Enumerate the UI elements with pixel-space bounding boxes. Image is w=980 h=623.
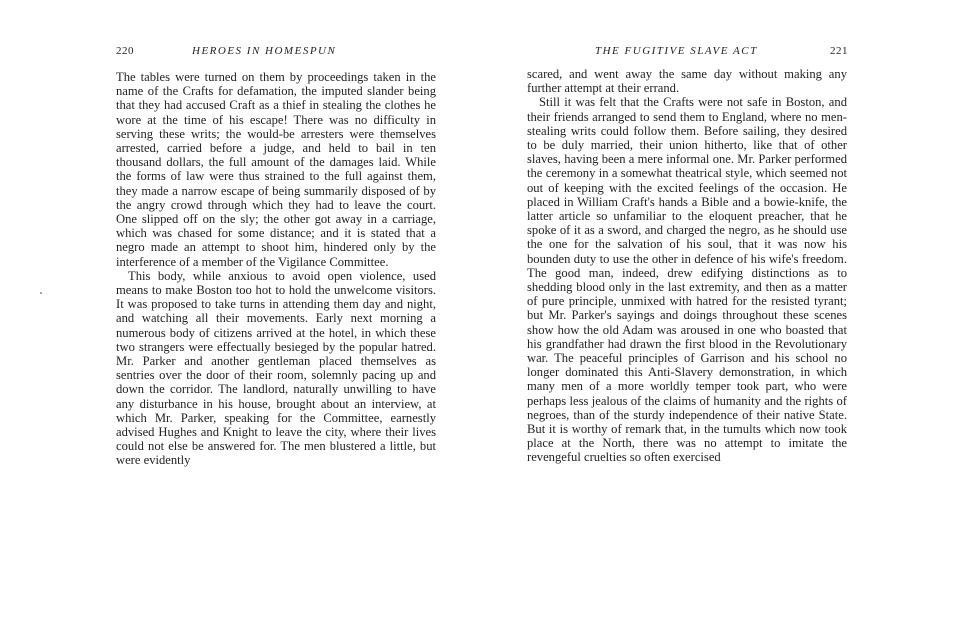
print-speck <box>40 292 42 294</box>
page-number: 220 <box>116 45 134 57</box>
right-page <box>490 0 980 623</box>
paragraph: This body, while anxious to avoid open violence, used means to make Boston too hot to hold the unwelcome visitors. It was proposed to take turns in attending them day and night, and watching all their movements. Early next morning a numerous body of citizens arrived at the hotel, in which these two strangers were effectually besieged by the popular hatred. Mr. Parker and another gentleman placed themselves as sentries over the door of their room, solemnly pacing up and down the corridor. The landlord, naturally unwilling to have any disturbance in his house, brought about an interview, at which Mr. Parker, speaking for the Committee, earnestly advised Hughes and Knight to leave the city, where their lives could not else be answered for. The men blustered a little, but were evidently <box>116 268 436 468</box>
paragraph: The tables were turned on them by proceedings taken in the name of the Crafts for defamation, the imputed slander being that they had accused Craft as a thief in stealing the clothes he wore at the time of his escape! There was no difficulty in serving these writs; the would-be arresters were themselves arrested, carried before a judge, and held to bail in ten thousand dollars, the full amount of the damages laid. While the forms of law were thus strained to the full against them, they made a narrow escape of being summarily disposed of by the angry crowd through which they had to leave the court. One slipped off on the sly; the other got away in a carriage, which was chased for some distance; and it is stated that a negro made an attempt to shoot him, hindered only by the interference of a member of the Vigilance Committee. <box>116 70 436 269</box>
page-number: 221 <box>830 45 848 57</box>
page-body <box>527 67 847 465</box>
paragraph: scared, and went away the same day without making any further attempt at their errand. <box>527 67 847 96</box>
running-head: HEROES IN HOMESPUN <box>192 45 337 57</box>
running-head: THE FUGITIVE SLAVE ACT <box>595 45 758 57</box>
paragraph: Still it was felt that the Crafts were not safe in Boston, and their friends arranged to send them to England, where no men-stealing writs could follow them. Before sailing, they desired to be duly married, their union hitherto, like that of other slaves, having been a mere informal one. Mr. Parker performed the ceremony in a somewhat theatrical style, which seemed not out of keeping with the excited feelings of the occasion. He placed in William Craft's hands a Bible and a bowie-knife, the latter article so unfamiliar to the eloquent preacher, that he spoke of it as a sword, and charged the negro, as he should use the one for the salvation of his soul, that it was now his bounden duty to use the other in defence of his wife's freedom. The good man, indeed, drew edifying distinctions as to shedding blood only in the last extremity, and then as a matter of pure principle, unmixed with hatred for the resisted tyrant; but Mr. Parker's sayings and doings throughout these scenes show how the old Adam was aroused in one who boasted that his grandfather had drawn the first blood in the Revolutionary war. The peaceful principles of Garrison and his school no longer dominated this Anti-Slavery demonstration, in which many men of a more worldly temper took part, who were perhaps less jealous of the claims of humanity and the rights of negroes, than of the sturdy independence of their native State. But it is worthy of remark that, in the tumults which now took place at the North, there was no attempt to imitate the revengeful cruelties so often exercised <box>527 95 847 465</box>
page-body <box>116 70 436 468</box>
